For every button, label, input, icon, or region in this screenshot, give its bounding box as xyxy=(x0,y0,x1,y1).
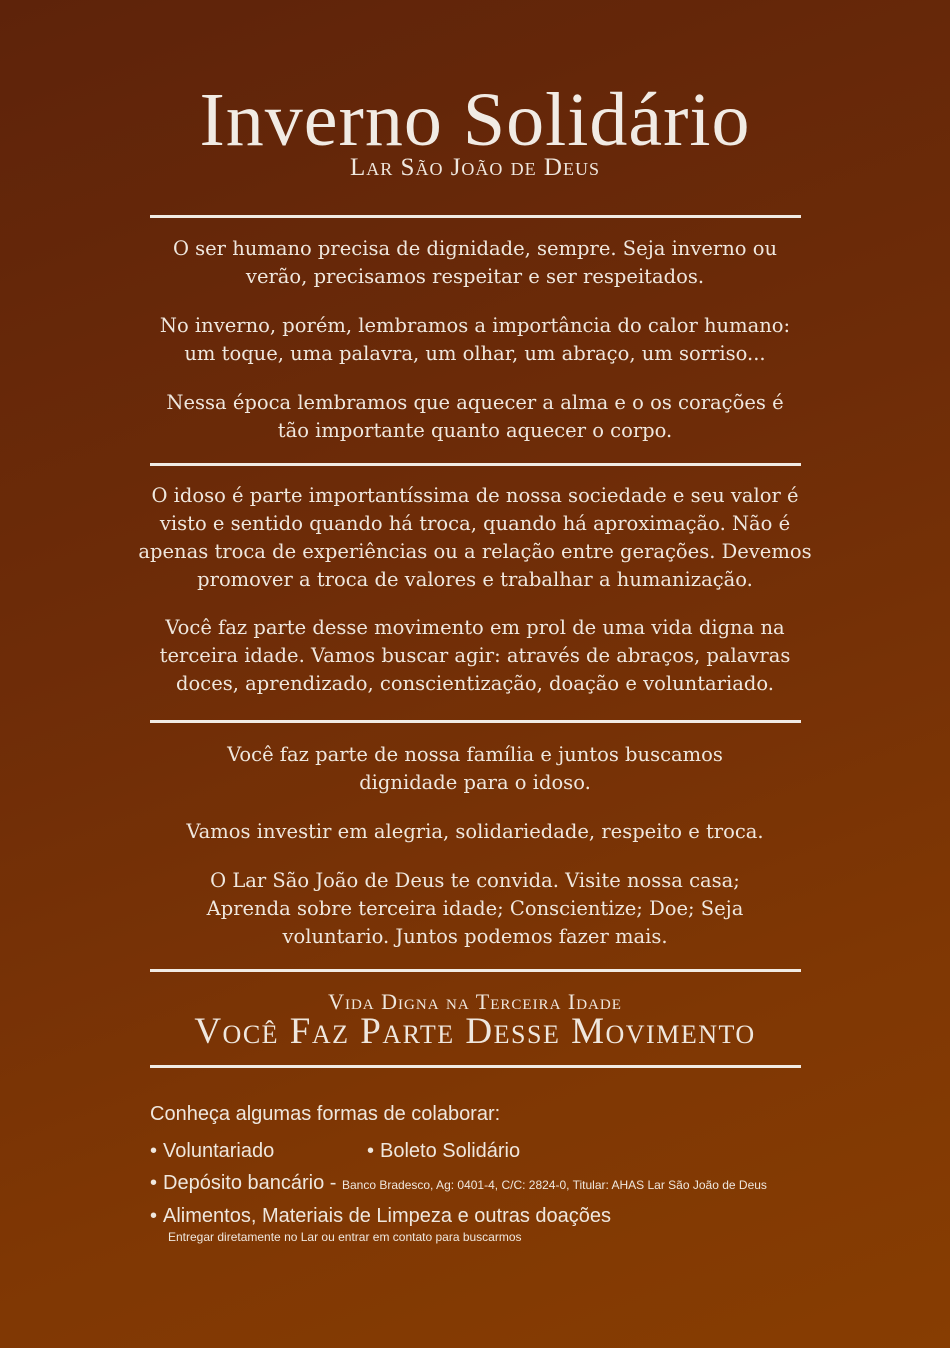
paragraph: Você faz parte desse movimento em prol de uma vida digna na terceira idade. Vamos buscar agir: através de abraços, palavras doces, aprendizado, conscientização, doação e voluntariado. xyxy=(159,616,791,695)
divider xyxy=(150,720,801,723)
list-item-label: Depósito bancário - xyxy=(163,1172,342,1194)
list-item-alimentos xyxy=(150,1203,611,1229)
list-item-label: Voluntariado xyxy=(163,1140,275,1162)
bullet-icon: • xyxy=(150,1172,158,1194)
paragraph: Você faz parte de nossa família e juntos buscamos dignidade para o idoso. xyxy=(227,743,723,794)
paragraph: O idoso é parte importantíssima de nossa sociedade e seu valor é visto e sentido quando há troca, quando há aproximação. Não é apenas troca de experiências ou a relação entre gerações. Devemos promover a troca de valores e trabalhar a humanização. xyxy=(138,484,812,591)
divider xyxy=(150,1065,801,1068)
paragraph: O ser humano precisa de dignidade, sempre. Seja inverno ou verão, precisamos respeitar e ser respeitados. xyxy=(172,237,778,288)
delivery-note: Entregar diretamente no Lar ou entrar em contato para buscarmos xyxy=(168,1230,522,1244)
list-item-label: Boleto Solidário xyxy=(380,1140,521,1162)
page-title: Inverno Solidário xyxy=(199,78,751,162)
collaborate-heading: Conheça algumas formas de colaborar: xyxy=(150,1103,501,1125)
bullet-icon: • xyxy=(150,1140,158,1162)
list-item-boleto xyxy=(367,1138,520,1164)
bullet-icon: • xyxy=(150,1205,158,1227)
divider xyxy=(150,215,801,218)
list-item-deposito xyxy=(150,1170,767,1198)
paragraph: Vamos investir em alegria, solidariedade, respeito e troca. xyxy=(186,820,764,843)
paragraph: O Lar São João de Deus te convida. Visite nossa casa; Aprenda sobre terceira idade; Conscientize; Doe; Seja voluntario. Juntos podemos fazer mais. xyxy=(206,869,744,948)
closing-kicker: Vida Digna na Terceira Idade xyxy=(328,989,622,1014)
paragraph: No inverno, porém, lembramos a importância do calor humano: um toque, uma palavra, um olhar, um abraço, um sorriso... xyxy=(159,314,791,365)
bank-details: Banco Bradesco, Ag: 0401-4, C/C: 2824-0, Titular: AHAS Lar São João de Deus xyxy=(342,1178,767,1192)
divider xyxy=(150,969,801,972)
list-item-label: Alimentos, Materiais de Limpeza e outras doações xyxy=(163,1205,612,1227)
paragraph: Nessa época lembramos que aquecer a alma e o os corações é tão importante quanto aquecer o corpo. xyxy=(166,391,784,442)
page-subtitle: Lar São João de Deus xyxy=(350,154,600,181)
divider xyxy=(150,463,801,466)
closing-banner: Você Faz Parte Desse Movimento xyxy=(194,1011,756,1052)
bullet-icon: • xyxy=(367,1140,375,1162)
list-item-voluntariado xyxy=(150,1138,274,1164)
